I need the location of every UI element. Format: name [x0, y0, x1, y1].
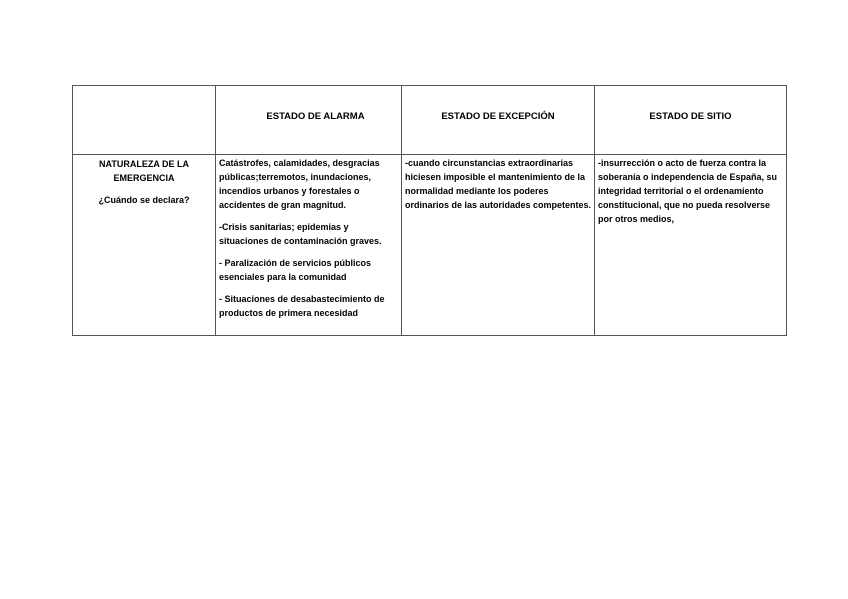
row-label-line2: EMERGENCIA	[113, 173, 175, 183]
alarma-paragraph: - Situaciones de desabastecimiento de productos de primera necesidad	[219, 294, 385, 318]
row-label-question: ¿Cuándo se declara?	[98, 195, 190, 205]
emergency-states-table	[72, 85, 787, 336]
row-label-naturaleza	[73, 155, 216, 336]
table-header-row	[73, 86, 787, 155]
alarma-paragraph: Catástrofes, calamidades, desgracias públicas;terremotos, inundaciones, incendios urbanos y forestales o accidentes de gran magnitud.	[219, 158, 380, 210]
alarma-paragraph: - Paralización de servicios públicos esenciales para la comunidad	[219, 258, 372, 282]
alarma-paragraph: -Crisis sanitarias; epidemias y situaciones de contaminación graves.	[219, 222, 382, 246]
header-estado-sitio: ESTADO DE SITIO	[595, 86, 787, 155]
row-label-line1: NATURALEZA DE LA	[99, 159, 189, 169]
table-row	[73, 155, 787, 336]
header-estado-alarma: ESTADO DE ALARMA	[216, 86, 402, 155]
excepcion-paragraph: -cuando circunstancias extraordinarias hiciesen imposible el mantenimiento de la normalidad mediante los poderes ordinarios de las autoridades competentes.	[405, 158, 592, 210]
header-empty-cell	[73, 86, 216, 155]
sitio-paragraph: -insurrección o acto de fuerza contra la soberanía o independencia de España, su integridad territorial o el ordenamiento constitucional, que no pueda resolverse por otros medios,	[598, 158, 778, 224]
cell-alarma	[216, 155, 402, 336]
cell-excepcion	[402, 155, 595, 336]
cell-sitio	[595, 155, 787, 336]
header-estado-excepcion: ESTADO DE EXCEPCIÓN	[402, 86, 595, 155]
